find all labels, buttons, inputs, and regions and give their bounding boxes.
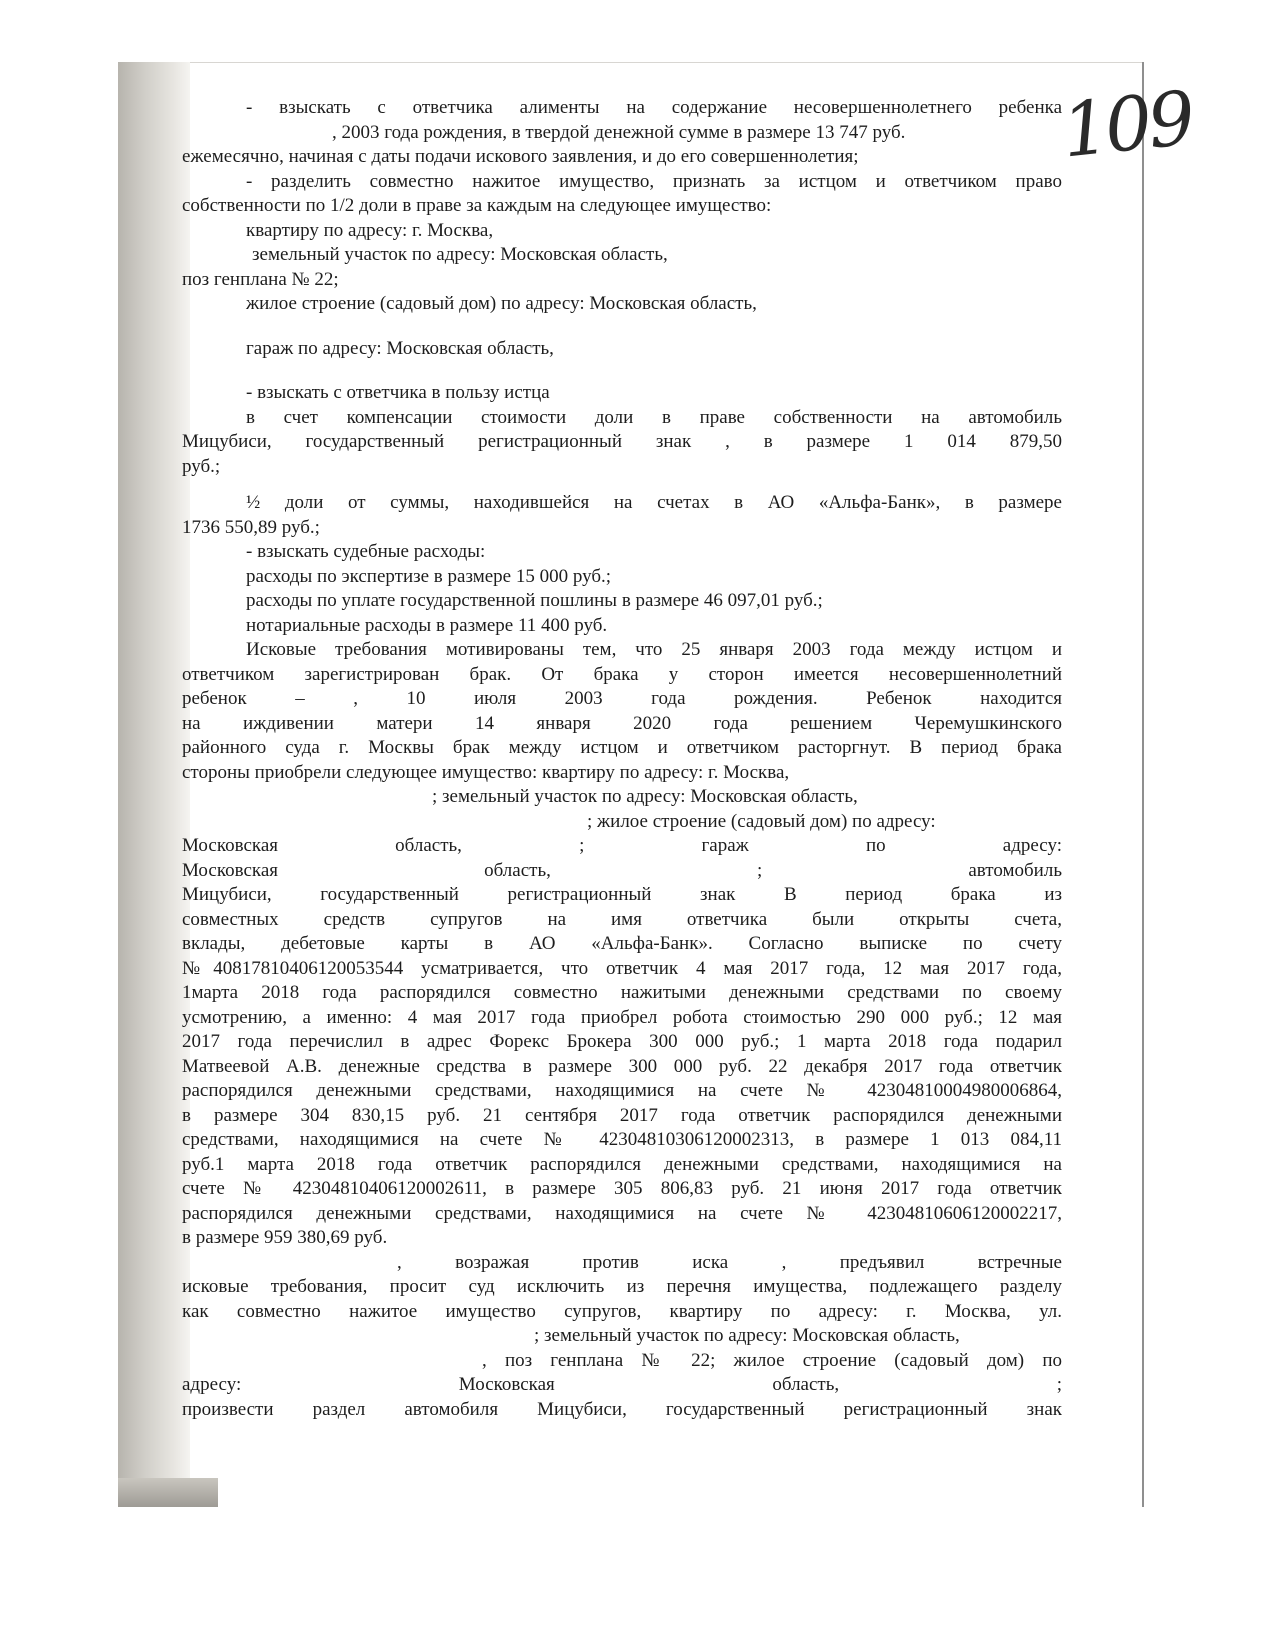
document-line: счете № 42304810406120002611, в размере 305 806,83 руб. 21 июня 2017 года ответчик bbox=[182, 1178, 1062, 1199]
document-line: , 2003 года рождения, в твердой денежной сумме в размере 13 747 руб. bbox=[332, 121, 906, 143]
document-line: руб.; bbox=[182, 455, 221, 477]
document-line: ; жилое строение (садовый дом) по адресу: bbox=[587, 810, 936, 832]
document-line: - взыскать с ответчика алименты на содержание несовершеннолетнего ребенка bbox=[246, 97, 1062, 118]
document-line: ; земельный участок по адресу: Московская область, bbox=[534, 1325, 960, 1346]
handwritten-page-number: 109 bbox=[1057, 75, 1196, 175]
scan-shadow-bottom bbox=[118, 1478, 218, 1507]
document-line: в счет компенсации стоимости доли в праве собственности на автомобиль bbox=[246, 406, 1062, 428]
document-line: Мицубиси, государственный регистрационный знак , в размере 1 014 879,50 bbox=[182, 431, 1062, 452]
document-line: Мицубиси, государственный регистрационный знак В период брака из bbox=[182, 884, 1062, 905]
document-line: руб.1 марта 2018 года ответчик распорядился денежными средствами, находящимися на bbox=[182, 1153, 1062, 1175]
document-line: - взыскать с ответчика в пользу истца bbox=[246, 382, 550, 403]
document-line: на иждивении матери 14 января 2020 года решением Черемушкинского bbox=[182, 712, 1062, 734]
document-line: в размере 959 380,69 руб. bbox=[182, 1227, 388, 1248]
document-line: усмотрению, а именно: 4 мая 2017 года приобрел робота стоимостью 290 000 руб.; 12 мая bbox=[182, 1006, 1062, 1028]
document-body bbox=[182, 96, 1062, 1422]
document-line: 1736 550,89 руб.; bbox=[182, 516, 320, 538]
document-line: гараж по адресу: Московская область, bbox=[246, 337, 554, 359]
document-line: ; земельный участок по адресу: Московская область, bbox=[432, 786, 858, 807]
document-line: земельный участок по адресу: Московская область, bbox=[252, 244, 668, 265]
scan-shadow-left bbox=[118, 62, 190, 1507]
document-line: районного суда г. Москвы брак между истцом и ответчиком расторгнут. В период брака bbox=[182, 737, 1062, 758]
document-line: стороны приобрели следующее имущество: квартиру по адресу: г. Москва, bbox=[182, 761, 790, 783]
document-line: распорядился денежными средствами, находящимися на счете № 42304810606120002217, bbox=[182, 1202, 1062, 1224]
document-line: как совместно нажитое имущество супругов, квартиру по адресу: г. Москва, ул. bbox=[182, 1300, 1062, 1322]
document-line: в размере 304 830,15 руб. 21 сентября 2017 года ответчик распорядился денежными bbox=[182, 1104, 1062, 1126]
document-line: средствами, находящимися на счете № 42304810306120002313, в размере 1 013 084,11 bbox=[182, 1129, 1062, 1150]
document-line: ½ доли от суммы, находившейся на счетах в АО «Альфа-Банк», в размере bbox=[246, 492, 1062, 513]
document-line: произвести раздел автомобиля Мицубиси, государственный регистрационный знак bbox=[182, 1398, 1062, 1420]
document-line: , возражая против иска , предъявил встречные bbox=[397, 1251, 1062, 1273]
document-line: Московская область, ; автомобиль bbox=[182, 859, 1062, 881]
document-line: совместных средств супругов на имя ответчика были открыты счета, bbox=[182, 908, 1062, 930]
document-line bbox=[182, 479, 1062, 491]
document-line: адресу: Московская область, ; bbox=[182, 1374, 1062, 1395]
document-line: расходы по уплате государственной пошлины в размере 46 097,01 руб.; bbox=[246, 590, 823, 611]
document-line: ответчиком зарегистрирован брак. От брака у сторон имеется несовершеннолетний bbox=[182, 663, 1062, 685]
document-line: жилое строение (садовый дом) по адресу: Московская область, bbox=[246, 293, 757, 314]
document-line: Московская область, ; гараж по адресу: bbox=[182, 835, 1062, 856]
document-line: поз генплана № 22; bbox=[182, 268, 339, 290]
document-line: нотариальные расходы в размере 11 400 руб. bbox=[246, 614, 608, 636]
document-line: распорядился денежными средствами, находящимися на счете № 42304810004980006864, bbox=[182, 1080, 1062, 1101]
document-line: квартиру по адресу: г. Москва, bbox=[246, 219, 494, 241]
document-line: 2017 года перечислил в адрес Форекс Брокера 300 000 руб.; 1 марта 2018 года подарил bbox=[182, 1031, 1062, 1052]
document-line: Исковые требования мотивированы тем, что 25 января 2003 года между истцом и bbox=[246, 639, 1062, 660]
document-line bbox=[182, 361, 1062, 381]
document-line: 1марта 2018 года распорядился совместно нажитыми денежными средствами по своему bbox=[182, 982, 1062, 1003]
document-line: - взыскать судебные расходы: bbox=[246, 541, 486, 562]
document-line: ежемесячно, начиная с даты подачи искового заявления, и до его совершеннолетия; bbox=[182, 146, 859, 167]
page-top-edge bbox=[118, 62, 1144, 63]
document-line: №40817810406120053544 усматривается, что ответчик 4 мая 2017 года, 12 мая 2017 года, bbox=[182, 957, 1062, 979]
document-line: Матвеевой А.В. денежные средства в размере 300 000 руб. 22 декабря 2017 года ответчик bbox=[182, 1055, 1062, 1077]
document-line bbox=[182, 317, 1062, 337]
document-line: ребенок – , 10 июля 2003 года рождения. Ребенок находится bbox=[182, 688, 1062, 709]
document-line: расходы по экспертизе в размере 15 000 руб.; bbox=[246, 565, 612, 587]
document-line: собственности по 1/2 доли в праве за каждым на следующее имущество: bbox=[182, 195, 772, 216]
document-line: вклады, дебетовые карты в АО «Альфа-Банк». Согласно выписке по счету bbox=[182, 933, 1062, 954]
document-line: , поз генплана № 22; жилое строение (садовый дом) по bbox=[482, 1349, 1062, 1371]
document-line: - разделить совместно нажитое имущество, признать за истцом и ответчиком право bbox=[246, 170, 1062, 192]
page-edge-right bbox=[1142, 62, 1144, 1507]
document-line: исковые требования, просит суд исключить из перечня имущества, подлежащего разделу bbox=[182, 1276, 1062, 1297]
